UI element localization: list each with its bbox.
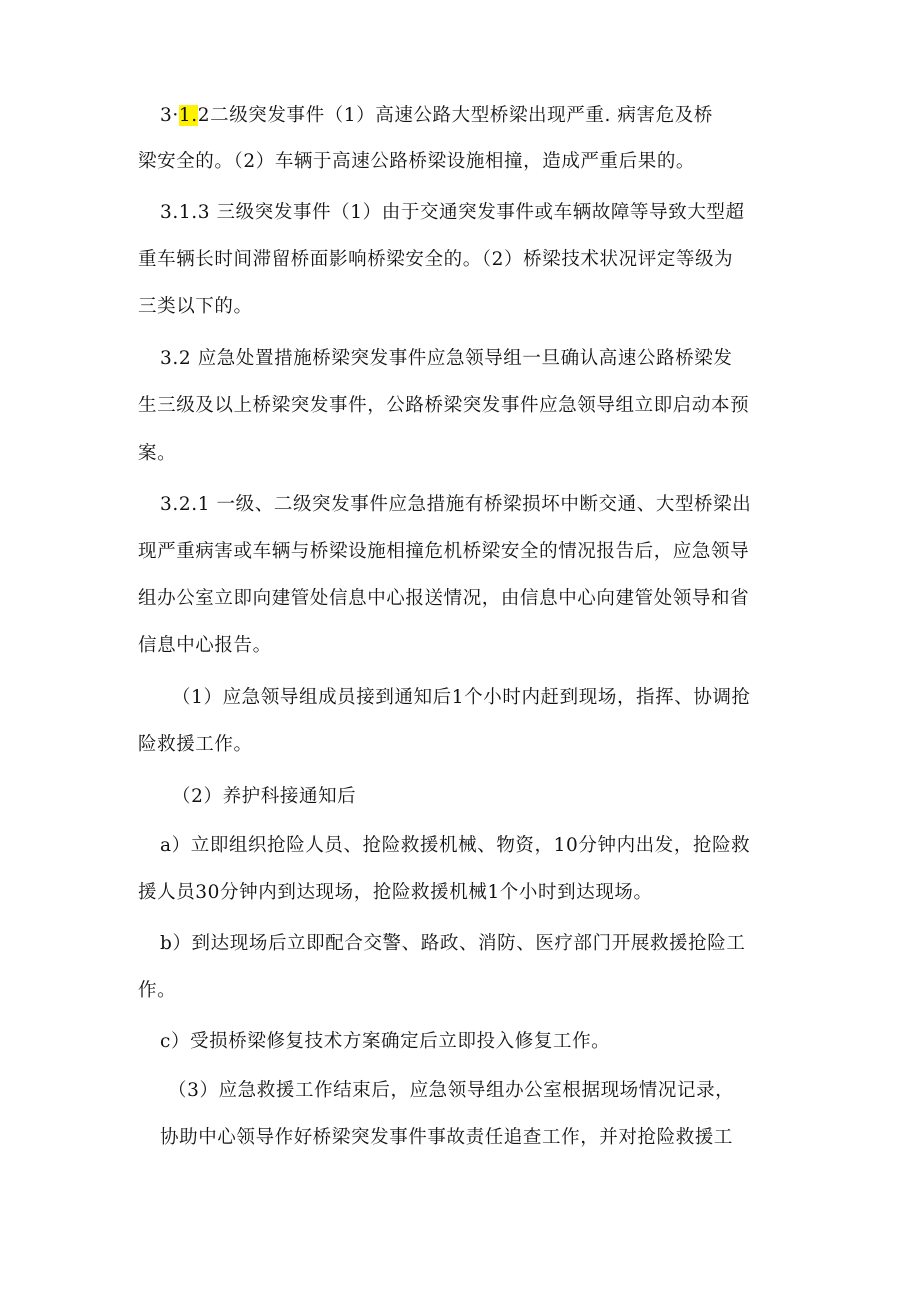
text-line: 梁安全的。（2）车辆于高速公路桥梁设施相撞，造成严重后果的。 xyxy=(138,151,696,172)
text-line: 组办公室立即向建管处信息中心报送情况，由信息中心向建管处领导和省 xyxy=(138,588,750,609)
text-segment: 2二级突发事件（1）高速公路大型桥梁出现严重. 病害危及桥 xyxy=(197,105,713,126)
text-line: c）受损桥梁修复技术方案确定后立即投入修复工作。 xyxy=(160,1031,611,1052)
text-line: 3.2.1 一级、二级突发事件应急措施有桥梁损坏中断交通、大型桥梁出 xyxy=(160,494,752,515)
text-line: 作。 xyxy=(138,980,177,1001)
text-line: 3.2 应急处置措施桥梁突发事件应急领导组一旦确认高速公路桥梁发 xyxy=(160,348,733,369)
text-line: （1）应急领导组成员接到通知后1个小时内赶到现场，指挥、协调抢 xyxy=(172,687,751,708)
text-line: b）到达现场后立即配合交警、路政、消防、医疗部门开展救援抢险工 xyxy=(160,933,746,954)
text-line: a）立即组织抢险人员、抢险救援机械、物资，10分钟内出发，抢险救 xyxy=(160,835,751,856)
text-line: 险救援工作。 xyxy=(138,734,253,755)
text-line: 协助中心领导作好桥梁突发事件事故责任追查工作，并对抢险救援工 xyxy=(160,1127,734,1148)
text-line: 案。 xyxy=(138,443,177,464)
text-line: 重车辆长时间滞留桥面影响桥梁安全的。（2）桥梁技术状况评定等级为 xyxy=(138,249,734,270)
text-line: 现严重病害或车辆与桥梁设施相撞危机桥梁安全的情况报告后，应急领导 xyxy=(138,541,750,562)
text-line: 信息中心报告。 xyxy=(138,635,272,656)
text-segment: 3· xyxy=(160,105,179,126)
text-line: 援人员30分钟内到达现场，抢险救援机械1个小时到达现场。 xyxy=(138,882,653,903)
text-line: 3.1.3 三级突发事件（1）由于交通突发事件或车辆故障等导致大型超 xyxy=(160,202,745,223)
text-line xyxy=(160,104,713,128)
text-line: （3）应急救援工作结束后，应急领导组办公室根据现场情况记录， xyxy=(168,1080,735,1101)
text-line: （2）养护科接通知后 xyxy=(172,786,357,807)
highlighted-text: 1. xyxy=(178,105,198,126)
text-line: 生三级及以上桥梁突发事件，公路桥梁突发事件应急领导组立即启动本预 xyxy=(138,395,750,416)
text-line: 三类以下的。 xyxy=(138,296,253,317)
